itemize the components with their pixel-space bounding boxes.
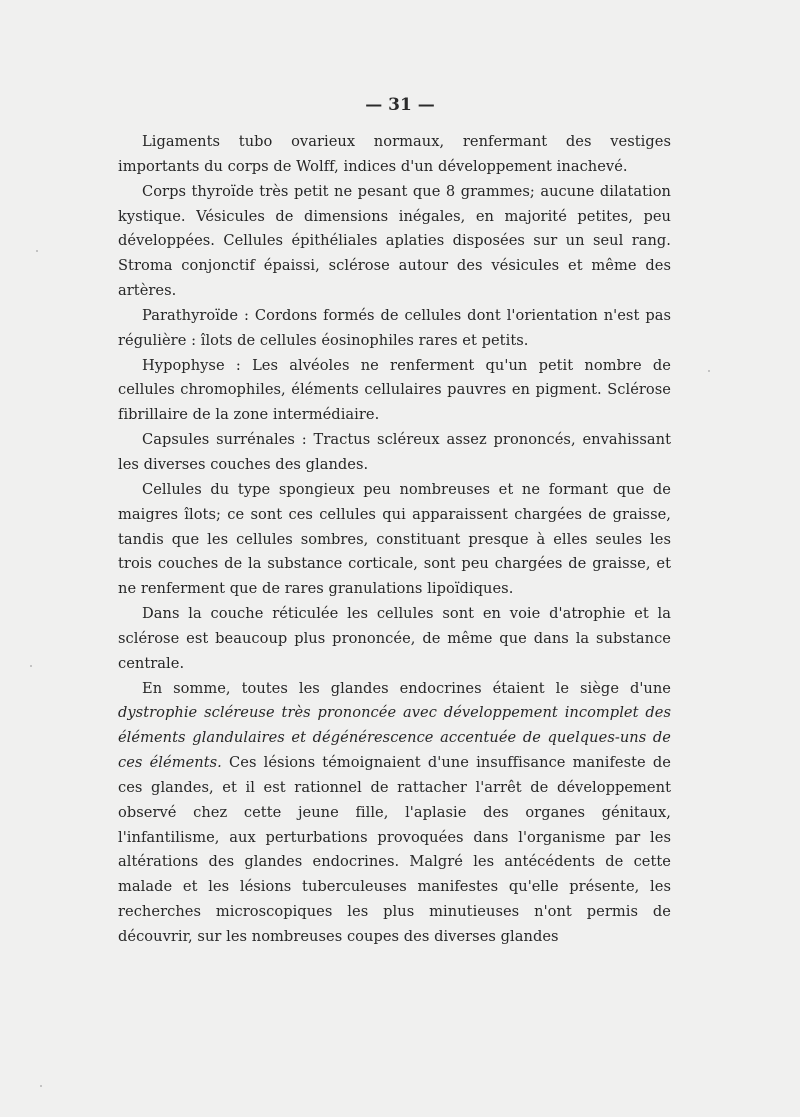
scan-speck	[30, 665, 32, 667]
paragraph-hypophyse: Hypophyse : Les alvéoles ne renferment qu'un petit nombre de cellules chromophiles, éléments cellulaires pauvres en pigment. Sclérose fibrillaire de la zone intermédiaire.	[118, 356, 671, 424]
en-somme-tail: Ces lésions témoignaient d'une insuffisance manifeste de ces glandes, et il est rationnel de rattacher l'arrêt de développement observé chez cette jeune fille, l'aplasie des organes génitaux, l'infantilisme, aux perturbations provoquées dans l'organisme par les altérations des glandes endocrines. Malgré les antécédents de cette malade et les lésions tuberculeuses manifestes qu'elle présente, les recherches microscopiques les plus minutieuses n'ont permis de découvrir, sur les nombreuses coupes des diverses glandes	[118, 754, 671, 945]
paragraph-ligaments: Ligaments tubo ovarieux normaux, renfermant des vestiges importants du corps de Wolff, indices d'un développement inachevé.	[118, 133, 671, 175]
paragraph-parathyroide: Parathyroïde : Cordons formés de cellules dont l'orientation n'est pas régulière : îlots de cellules éosinophiles rares et petits.	[118, 306, 671, 349]
paragraph-en-somme	[118, 677, 671, 950]
en-somme-lead: En somme, toutes les glandes endocrines étaient le siège d'une	[142, 679, 671, 697]
scan-speck	[40, 1085, 42, 1087]
scan-speck	[708, 370, 710, 372]
paragraph-corps-thyroide: Corps thyroïde très petit ne pesant que 8 grammes; aucune dilatation kystique. Vésicules de dimensions inégales, en majorité petites, peu développées. Cellules épithéliales aplaties disposées sur un seul rang. Stroma conjonctif épaissi, sclérose autour des vésicules et même des artères.	[118, 182, 671, 300]
en-somme-italic: dystrophie scléreuse très prononcée avec développement incomplet des éléments glandulaires et dégénérescence accentuée de quelques-uns de ces éléments.	[118, 704, 671, 772]
paragraph-cellules-spongieux: Cellules du type spongieux peu nombreuses et ne formant que de maigres îlots; ce sont ces cellules qui apparaissent chargées de graisse, tandis que les cellules sombres, constituant presque à elles seules les trois couches de la substance corticale, sont peu chargées de graisse, et ne renferment que de rares granulations lipoïdiques.	[118, 480, 671, 598]
paragraph-capsules-surrenales: Capsules surrénales : Tractus scléreux assez prononcés, envahissant les diverses couches des glandes.	[118, 431, 671, 473]
paragraph-couche-reticulee: Dans la couche réticulée les cellules sont en voie d'atrophie et la sclérose est beaucoup plus prononcée, de même que dans la substance centrale.	[118, 605, 671, 672]
page-number: — 31 —	[365, 95, 435, 115]
body-text	[118, 130, 671, 950]
scan-speck	[36, 250, 38, 252]
